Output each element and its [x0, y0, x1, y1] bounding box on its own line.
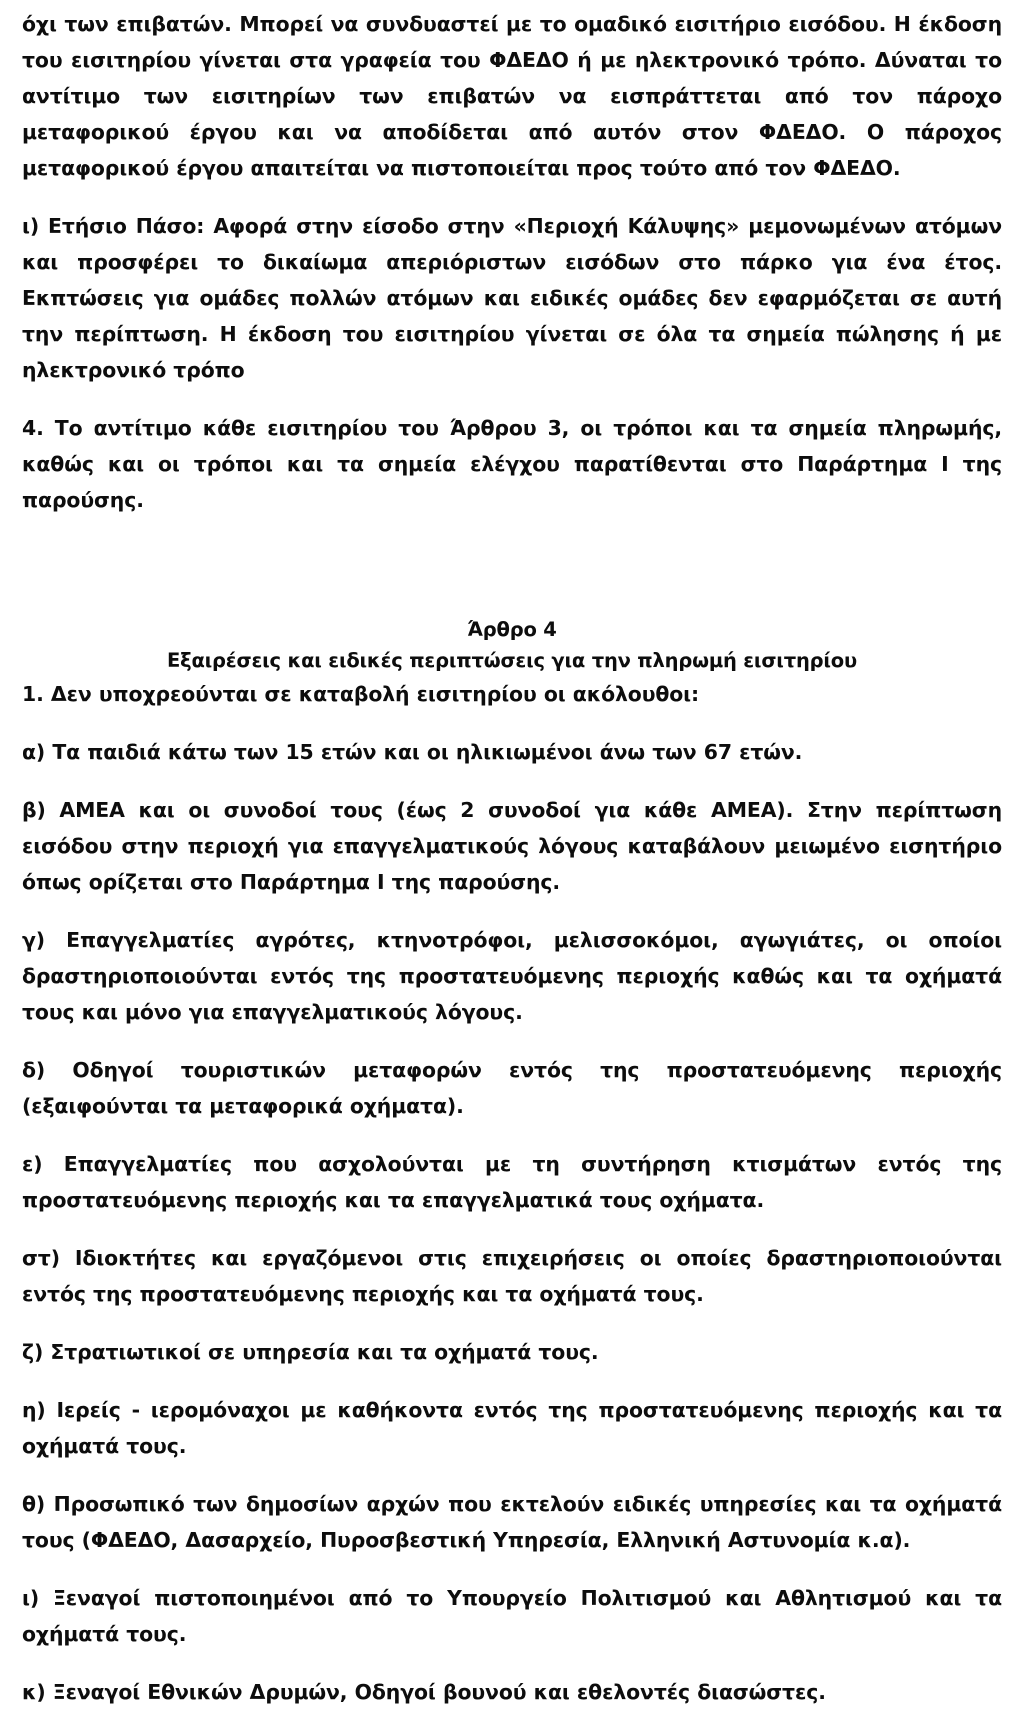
list-item-eta: η) Ιερείς - ιερομόναχοι με καθήκοντα εντός της προστατευόμενης περιοχής και τα οχήματά τους.: [22, 1398, 1002, 1458]
paragraph-intro-continued: όχι των επιβατών. Μπορεί να συνδυαστεί με το ομαδικό εισιτήριο εισόδου. Η έκδοση του εισιτηρίου γίνεται στα γραφεία του ΦΔΕΔΟ ή με ηλεκτρονικό τρόπο. Δύναται το αντίτιμο των εισιτηρίων των επιβατών να εισπράττεται από τον πάροχο μεταφορικού έργου και να αποδίδεται από αυτόν στον ΦΔΕΔΟ. Ο πάροχος μεταφορικού έργου απαιτείται να πιστοποιείται προς τούτο από τον ΦΔΕΔΟ.: [22, 12, 1002, 180]
article-number: Άρθρο 4: [467, 618, 557, 641]
paragraph-gap: [22, 712, 1002, 734]
paragraph-gap: [22, 1030, 1002, 1052]
section-gap: [22, 518, 1002, 614]
list-item-alpha: α) Τα παιδιά κάτω των 15 ετών και οι ηλικιωμένοι άνω των 67 ετών.: [22, 740, 803, 764]
paragraph-gap: [22, 1652, 1002, 1674]
list-item-stigma: στ) Ιδιοκτήτες και εργαζόμενοι στις επιχειρήσεις οι οποίες δραστηριοποιούνται εντός της προστατευόμενης περιοχής και τα οχήματά τους.: [22, 1246, 1002, 1306]
list-item-kappa: κ) Ξεναγοί Εθνικών Δρυμών, Οδηγοί βουνού και εθελοντές διασώστες.: [22, 1680, 826, 1704]
paragraph-gap: [22, 1312, 1002, 1334]
list-item-delta: δ) Οδηγοί τουριστικών μεταφορών εντός της προστατευόμενης περιοχής (εξαιφούνται τα μεταφορικά οχήματα).: [22, 1058, 1002, 1118]
article-intro-clause: 1. Δεν υποχρεούνται σε καταβολή εισιτηρίου οι ακόλουθοι:: [22, 682, 700, 706]
list-item-theta: θ) Προσωπικό των δημοσίων αρχών που εκτελούν ειδικές υπηρεσίες και τα οχήματά τους (ΦΔΕΔΟ, Δασαρχείο, Πυροσβεστική Υπηρεσία, Ελληνική Αστυνομία κ.α).: [22, 1492, 1002, 1552]
document-content: [22, 0, 1002, 1710]
list-item-epsilon: ε) Επαγγελματίες που ασχολούνται με τη συντήρηση κτισμάτων εντός της προστατευόμενης περιοχής και τα επαγγελματικά τους οχήματα.: [22, 1152, 1002, 1212]
list-item-beta: β) ΑΜΕΑ και οι συνοδοί τους (έως 2 συνοδοί για κάθε ΑΜΕΑ). Στην περίπτωση εισόδου στην περιοχή για επαγγελματικούς λόγους καταβάλουν μειωμένο εισητήριο όπως ορίζεται στο Παράρτημα Ι της παρούσης.: [22, 798, 1002, 894]
list-item-gamma: γ) Επαγγελματίες αγρότες, κτηνοτρόφοι, μελισσοκόμοι, αγωγιάτες, οι οποίοι δραστηριοποιούνται εντός της προστατευόμενης περιοχής καθώς και τα οχήματά τους και μόνο για επαγγελματικούς λόγους.: [22, 928, 1002, 1024]
paragraph-gap: [22, 900, 1002, 922]
paragraph-gap: [22, 1218, 1002, 1240]
paragraph-gap: [22, 1464, 1002, 1486]
paragraph-gap: [22, 770, 1002, 792]
list-item-zeta: ζ) Στρατιωτικοί σε υπηρεσία και τα οχήματά τους.: [22, 1340, 599, 1364]
paragraph-annual-pass: ι) Ετήσιο Πάσο: Αφορά στην είσοδο στην «Περιοχή Κάλυψης» μεμονωμένων ατόμων και προσφέρει το δικαίωμα απεριόριστων εισόδων στο πάρκο για ένα έτος. Εκπτώσεις για ομάδες πολλών ατόμων και ειδικές ομάδες δεν εφαρμόζεται σε αυτή την περίπτωση. Η έκδοση του εισιτηρίου γίνεται σε όλα τα σημεία πώλησης ή με ηλεκτρονικό τρόπο: [22, 214, 1002, 382]
paragraph-gap: [22, 1370, 1002, 1392]
article-title: Εξαιρέσεις και ειδικές περιπτώσεις για την πληρωμή εισιτηρίου: [167, 649, 857, 672]
paragraph-gap: [22, 1558, 1002, 1580]
list-item-iota: ι) Ξεναγοί πιστοποιημένοι από το Υπουργείο Πολιτισμού και Αθλητισμού και τα οχήματά τους.: [22, 1586, 1002, 1646]
paragraph-gap: [22, 388, 1002, 410]
paragraph-clause-4: 4. Το αντίτιμο κάθε εισιτηρίου του Άρθρου 3, οι τρόποι και τα σημεία πληρωμής, καθώς και οι τρόποι και τα σημεία ελέγχου παρατίθενται στο Παράρτημα Ι της παρούσης.: [22, 416, 1002, 512]
paragraph-gap: [22, 1124, 1002, 1146]
article-heading: [22, 614, 1002, 676]
paragraph-gap: [22, 186, 1002, 208]
